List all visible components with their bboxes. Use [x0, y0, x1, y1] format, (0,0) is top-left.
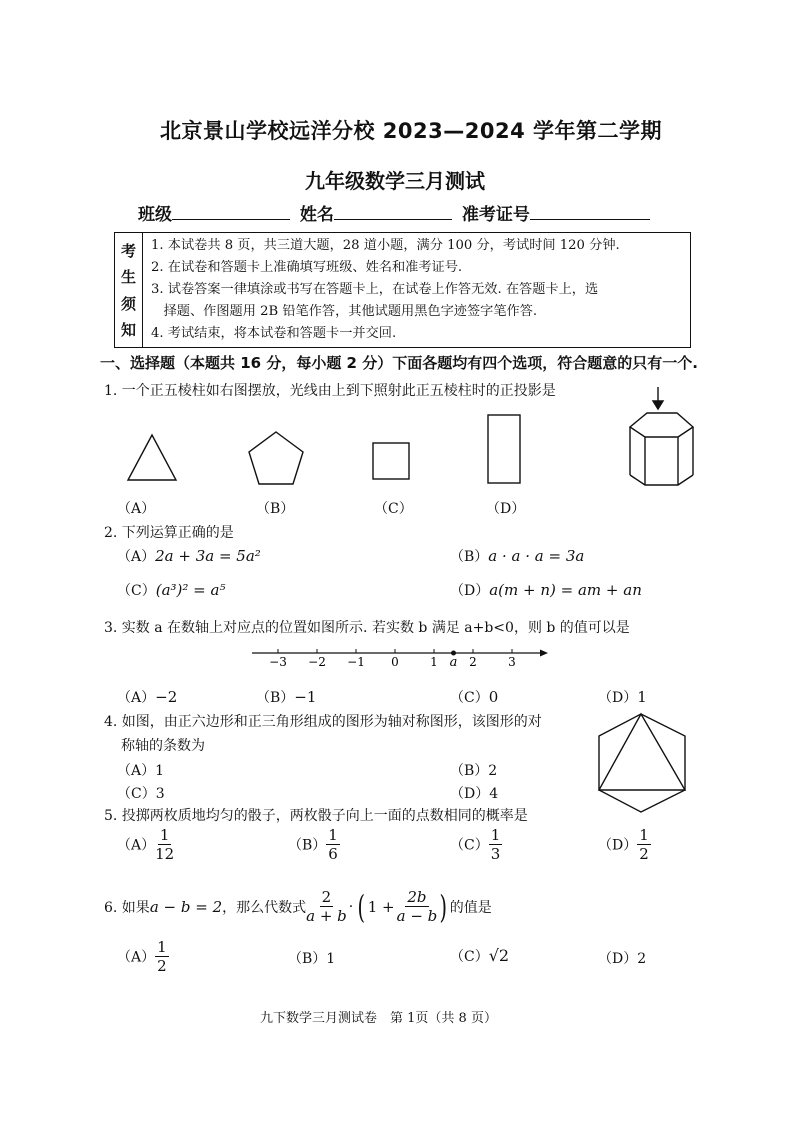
fraction [637, 826, 651, 863]
option-expression: (a³)² = a⁵ [155, 581, 226, 599]
option-label: （D） [450, 786, 490, 802]
exam-subtitle: 九年级数学三月测试 [305, 169, 485, 193]
name-field[interactable] [334, 203, 452, 220]
q3-option-c[interactable] [450, 687, 498, 707]
q6-prefix: 6. 如果 [104, 899, 150, 916]
notice-line: 4. 考试结束，将本试卷和答题卡一并交回. [151, 326, 397, 341]
q5-option-b[interactable] [288, 826, 340, 863]
q2-option-a[interactable] [117, 546, 261, 566]
q5-option-a[interactable] [117, 826, 174, 863]
denominator: 12 [155, 845, 175, 863]
number-line-tick-label: 1 [430, 655, 438, 669]
q4-stem-line1: 4. 如图，由正六边形和正三角形组成的图形为轴对称图形，该图形的对 [104, 714, 542, 730]
notice-heading-char: 生 [120, 268, 136, 287]
number-line-arrow [540, 650, 548, 657]
number-line-tick-label: 3 [508, 655, 516, 669]
q4-option-b[interactable] [450, 760, 497, 780]
number-line-tick-label: −2 [308, 655, 326, 669]
option-label: （D） [598, 690, 638, 706]
q1-stem: 1. 一个正五棱柱如右图摆放，光线由上到下照射此正五棱柱时的正投影是 [104, 383, 556, 399]
option-label: （C） [450, 949, 489, 965]
option-value: 3 [155, 786, 165, 802]
numerator: 1 [328, 826, 338, 844]
number-line-tick-label: −1 [347, 655, 365, 669]
q2-option-c[interactable] [117, 580, 225, 600]
q6-suffix: 的值是 [449, 899, 492, 916]
numerator: 1 [159, 826, 170, 844]
q5-stem: 5. 投掷两枚质地均匀的骰子，两枚骰子向上一面的点数相同的概率是 [104, 808, 528, 824]
class-label: 班级 [138, 205, 172, 225]
q4-hexagon-triangle-figure [596, 712, 692, 816]
exam-title: 北京景山学校远洋分校 2023—2024 学年第二学期 [160, 119, 663, 143]
numerator: 1 [490, 826, 501, 844]
q6-stem [104, 888, 492, 925]
exam-id-field[interactable] [530, 203, 650, 220]
option-expression: 2a + 3a = 5a² [155, 547, 261, 565]
option-value: √2 [488, 946, 510, 965]
name-label: 姓名 [299, 205, 334, 225]
q6-condition: a − b = 2 [149, 897, 223, 916]
option-label: （C） [450, 837, 489, 854]
option-expression: a · a · a = 3a [488, 547, 585, 565]
option-label: （B） [288, 951, 327, 967]
section-heading: 一、选择题（本题共 16 分，每小题 2 分）下面各题均有四个选项，符合题意的只有一个. [100, 354, 698, 372]
option-value: 1 [637, 688, 647, 706]
candidate-notice-box [114, 232, 691, 348]
q1-square-option [373, 443, 409, 479]
option-label: （C） [117, 786, 156, 802]
option-label: （B） [450, 549, 489, 565]
number-line-tick-label: 0 [391, 655, 399, 669]
notice-line: 3. 试卷答案一律填涂或书写在答题卡上，在试卷上作答无效. 在答题卡上，选 [151, 282, 599, 297]
denominator: 2 [157, 957, 167, 975]
q1-option-c-label[interactable]: （C） [374, 501, 413, 517]
q4-option-c[interactable] [117, 783, 165, 803]
q2-option-b[interactable] [450, 546, 584, 566]
class-field[interactable] [172, 203, 290, 220]
option-label: （B） [450, 763, 489, 779]
notice-heading-char: 考 [120, 241, 136, 260]
option-label: （B） [256, 690, 295, 706]
q1-option-d-label[interactable]: （D） [486, 501, 526, 517]
numerator: 1 [157, 938, 167, 956]
q6-fraction-2 [397, 888, 438, 925]
option-label: （A） [117, 690, 156, 706]
q4-option-a[interactable] [117, 760, 164, 780]
fraction [326, 826, 340, 863]
notice-body [151, 235, 684, 345]
q3-option-d[interactable] [598, 687, 647, 707]
light-arrow-icon [653, 387, 663, 409]
option-value: 0 [488, 688, 499, 706]
option-label: （A） [117, 763, 156, 779]
q1-pentagon-option [249, 432, 303, 484]
option-label: （D） [598, 951, 638, 967]
notice-line: 择题、作图题用 2B 铅笔作答，其他试题用黑色字迹签字笔作答. [151, 304, 538, 319]
q3-option-b[interactable] [256, 687, 316, 707]
q6-fraction-1 [306, 888, 347, 925]
option-label: （C） [117, 583, 156, 599]
notice-line: 1. 本试卷共 8 页，共三道大题，28 道小题，满分 100 分，考试时间 120 分钟. [151, 238, 620, 253]
option-value: 2 [637, 951, 647, 967]
q3-number-line [248, 644, 548, 672]
option-value: −1 [294, 688, 317, 706]
number-line-tick-label: 2 [469, 655, 477, 669]
numerator: 1 [639, 826, 649, 844]
regular-hexagon [599, 714, 685, 812]
number-line-point-label: a [449, 655, 458, 670]
option-label: （A） [117, 949, 156, 966]
q4-stem-line2: 称轴的条数为 [121, 738, 205, 754]
option-expression: a(m + n) = am + an [489, 581, 642, 599]
notice-heading [115, 233, 143, 347]
q1-figures [100, 385, 710, 500]
denominator: 3 [490, 845, 501, 863]
option-value: 1 [155, 763, 165, 779]
denominator: a + b [306, 907, 347, 925]
option-label: （C） [450, 690, 489, 706]
denominator: a − b [396, 907, 438, 925]
fraction [155, 826, 174, 863]
student-info-fields [138, 200, 650, 225]
notice-line: 2. 在试卷和答题卡上准确填写班级、姓名和准考证号. [151, 260, 463, 275]
q1-pentagonal-prism [630, 413, 693, 485]
q1-option-a-label[interactable]: （A） [117, 501, 156, 517]
q6-mid: ，那么代数式 [222, 899, 307, 916]
q6-dot: · [348, 898, 354, 915]
fraction [155, 938, 169, 975]
numerator: 2b [407, 888, 427, 906]
option-label: （A） [117, 837, 156, 854]
fraction [489, 826, 503, 863]
q5-option-c[interactable] [450, 826, 502, 863]
q1-rectangle-option [488, 415, 520, 483]
q3-stem: 3. 实数 a 在数轴上对应点的位置如图所示. 若实数 b 满足 a+b<0，则 b 的值可以是 [104, 620, 630, 636]
option-label: （A） [117, 549, 156, 565]
q6-option-c[interactable] [450, 946, 509, 966]
q1-triangle-option [128, 435, 176, 480]
denominator: 2 [639, 845, 649, 863]
page-footer: 九下数学三月测试卷 第 1页（共 8 页） [260, 1011, 497, 1026]
option-label: （D） [450, 583, 490, 599]
q6-paren-left: ( [357, 887, 366, 926]
q6-paren-right: ) [439, 887, 448, 926]
numerator: 2 [321, 888, 332, 906]
q6-option-b[interactable] [288, 948, 335, 968]
option-value: 2 [488, 763, 498, 779]
q4-option-d[interactable] [450, 783, 498, 803]
q2-stem: 2. 下列运算正确的是 [104, 525, 234, 541]
q6-one-plus: 1 + [367, 897, 395, 916]
option-value: 4 [489, 786, 499, 802]
denominator: 6 [328, 845, 338, 863]
option-value: −2 [155, 688, 178, 706]
notice-heading-char: 知 [120, 321, 136, 340]
option-label: （D） [598, 837, 638, 854]
option-label: （B） [288, 837, 327, 854]
option-value: 1 [326, 951, 336, 967]
q2-option-d[interactable] [450, 580, 642, 600]
number-line-tick-label: −3 [269, 655, 287, 669]
id-label: 准考证号 [461, 205, 530, 225]
notice-heading-char: 须 [120, 294, 136, 313]
q6-option-d[interactable] [598, 948, 646, 968]
equilateral-triangle [599, 714, 685, 790]
q5-option-d[interactable] [598, 826, 651, 863]
q1-option-b-label[interactable]: （B） [256, 501, 295, 517]
q6-option-a[interactable] [117, 938, 169, 975]
q3-option-a[interactable] [117, 687, 177, 707]
